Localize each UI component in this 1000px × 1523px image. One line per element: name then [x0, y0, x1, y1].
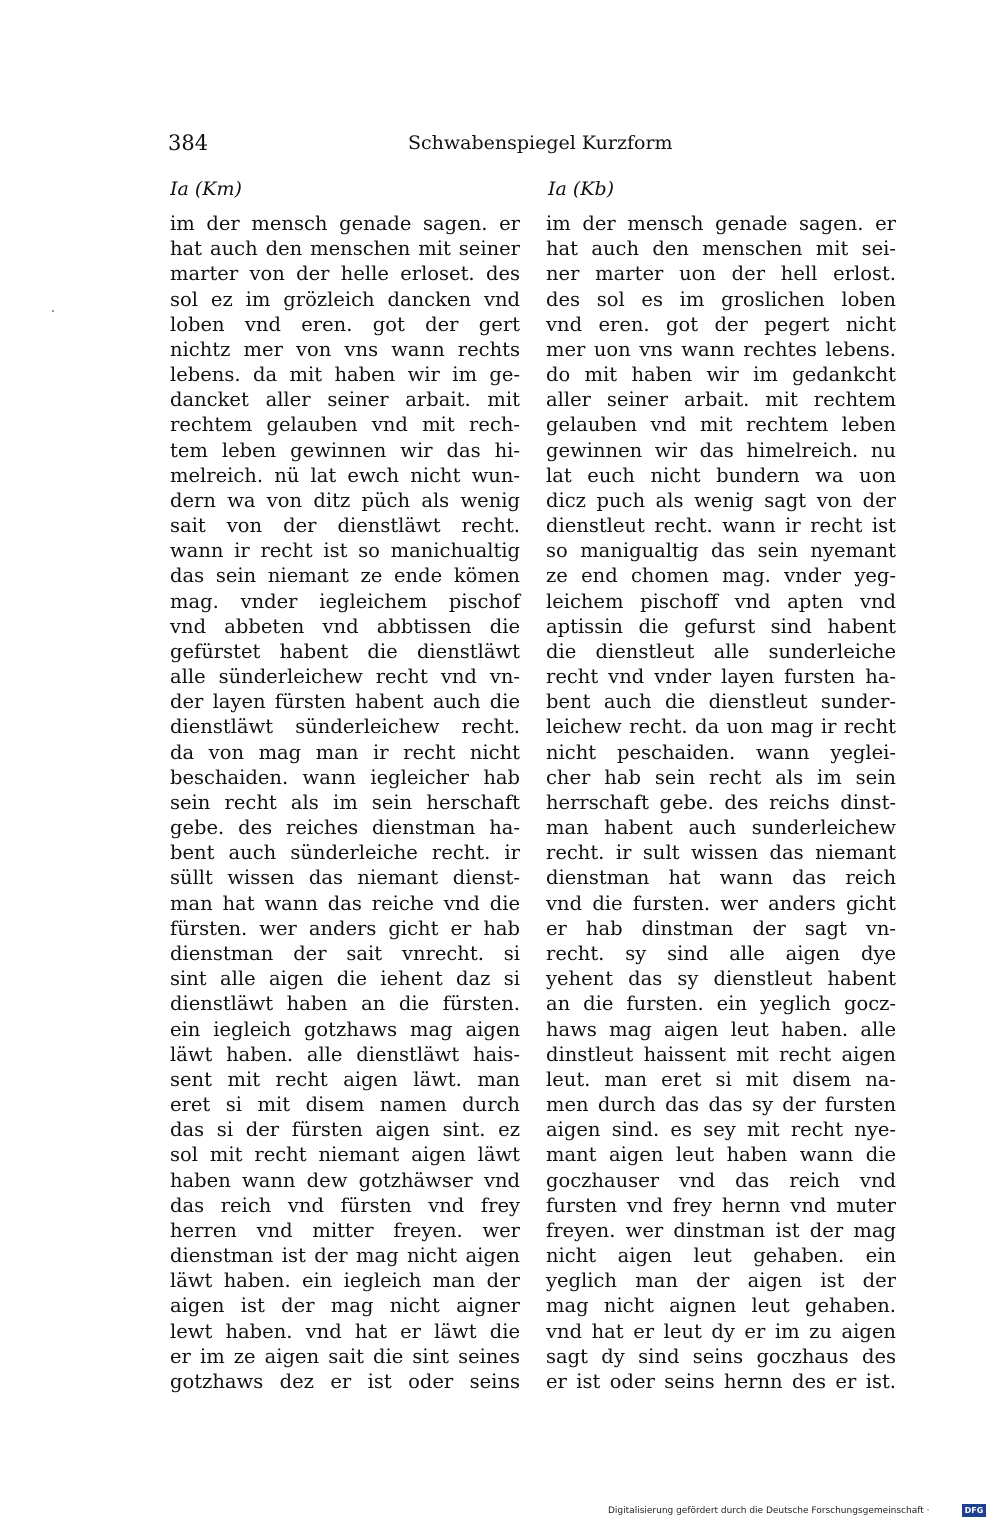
text-line: recht. sy sind alle aigen dye: [546, 941, 896, 965]
text-line: leut. man eret si mit disem na-: [546, 1067, 896, 1091]
text-line: gotzhaws dez er ist oder seins: [170, 1369, 520, 1393]
text-line: im der mensch genade sagen. er: [546, 212, 896, 235]
text-line: sol mit recht niemant aigen läwt: [170, 1143, 520, 1167]
text-line: rechtem gelauben vnd mit rech-: [170, 413, 520, 437]
text-line: dienstman ist der mag nicht aigen: [170, 1244, 520, 1268]
text-line: gefürstet habent die dienstläwt: [170, 639, 520, 663]
text-line: lewt haben. vnd hat er läwt die: [170, 1319, 520, 1343]
text-line: herren vnd mitter freyen. wer: [170, 1218, 520, 1242]
text-line: dienstman hat wann das reich: [546, 866, 896, 890]
right-column-text: [546, 211, 896, 1394]
text-line: goczhauser vnd das reich vnd: [546, 1168, 896, 1192]
text-line: dinstleut haissent mit recht aigen: [546, 1042, 896, 1066]
text-line: yehent das sy dienstleut habent: [546, 967, 896, 991]
text-line: man hat wann das reiche vnd die: [170, 891, 520, 915]
text-line: so manigualtig das sein nyemant: [546, 539, 896, 563]
text-line: wann ir recht ist so manichualtig: [170, 539, 520, 563]
text-line: sent mit recht aigen läwt. man: [170, 1067, 520, 1091]
text-line: vnd hat er leut dy er im zu aigen: [546, 1319, 896, 1343]
text-line: dienstläwt haben an die fürsten.: [170, 992, 520, 1016]
text-line: sol ez im grözleich dancken vnd: [170, 287, 520, 311]
text-line: nichtz mer von vns wann rechts: [170, 337, 520, 361]
text-line: aigen sind. es sey mit recht nye-: [546, 1118, 896, 1142]
text-line: aller seiner arbait. mit rechtem: [546, 388, 896, 412]
text-line: dienstleut recht. wann ir recht ist: [546, 514, 896, 538]
text-line: vnd eren. got der pegert nicht: [546, 312, 896, 336]
text-line: nicht aigen leut gehaben. ein: [546, 1244, 896, 1268]
text-line: leichem pischoff vnd apten vnd: [546, 589, 896, 613]
text-line: recht vnd vnder layen fursten ha-: [546, 665, 896, 689]
text-line: fürsten. wer anders gicht er hab: [170, 916, 520, 940]
text-line: die dienstleut alle sunderleiche: [546, 639, 896, 663]
running-head: Schwabenspiegel Kurzform: [408, 132, 673, 154]
text-line: läwt haben. ein iegleich man der: [170, 1269, 520, 1293]
text-line: er im ze aigen sait die sint seines: [170, 1344, 520, 1368]
text-line: haben wann dew gotzhäwser vnd: [170, 1168, 520, 1192]
text-line: dern wa von ditz püch als wenig: [170, 488, 520, 512]
text-line: man habent auch sunderleichew: [546, 816, 896, 840]
text-line: mant aigen leut haben wann die: [546, 1143, 896, 1167]
text-line: an die fursten. ein yeglich gocz-: [546, 992, 896, 1016]
text-line: mag nicht aignen leut gehaben.: [546, 1294, 896, 1318]
text-line: gelauben vnd mit rechtem leben: [546, 413, 896, 437]
text-line: gewinnen wir das himelreich. nu: [546, 438, 896, 462]
text-line: fursten vnd frey hernn vnd muter: [546, 1193, 896, 1217]
text-line: mer uon vns wann rechtes lebens.: [546, 337, 896, 361]
text-line: sait von der dienstläwt recht.: [170, 514, 520, 538]
text-line: eret si mit disem namen durch: [170, 1093, 520, 1117]
text-line: melreich. nü lat ewch nicht wun-: [170, 463, 520, 487]
text-line: tem leben gewinnen wir das hi-: [170, 438, 520, 462]
text-line: nicht peschaiden. wann yeglei-: [546, 740, 896, 764]
text-line: marter von der helle erloset. des: [170, 262, 520, 286]
text-line: recht. ir sult wissen das niemant: [546, 841, 896, 865]
text-line: aigen ist der mag nicht aigner: [170, 1294, 520, 1318]
text-line: das reich vnd fürsten vnd frey: [170, 1193, 520, 1217]
text-line: bent auch die dienstleut sunder-: [546, 690, 896, 714]
text-line: bent auch sünderleiche recht. ir: [170, 841, 520, 865]
text-line: hat auch den menschen mit seiner: [170, 237, 520, 261]
text-line: er ist oder seins hernn des er ist.: [546, 1369, 896, 1393]
text-line: sint alle aigen die iehent daz si: [170, 967, 520, 991]
text-line: mag. vnder iegleichem pischof: [170, 589, 520, 613]
text-line: yeglich man der aigen ist der: [546, 1269, 896, 1293]
dfg-logo: DFG: [962, 1504, 986, 1517]
text-line: sein recht als im sein herschaft: [170, 790, 520, 814]
text-line: sagt dy sind seins goczhaus des: [546, 1344, 896, 1368]
text-line: lebens. da mit haben wir im ge-: [170, 363, 520, 387]
text-line: leichew recht. da uon mag ir recht: [546, 715, 896, 739]
text-line: do mit haben wir im gedankcht: [546, 363, 896, 387]
text-line: dienstläwt sünderleichew recht.: [170, 715, 520, 739]
text-line: vnd die fursten. wer anders gicht: [546, 891, 896, 915]
text-line: das sein niemant ze ende kömen: [170, 564, 520, 588]
text-line: men durch das das sy der fursten: [546, 1093, 896, 1117]
text-line: ner marter uon der hell erlost.: [546, 262, 896, 286]
text-line: im der mensch genade sagen. er: [170, 212, 520, 235]
text-line: ze end chomen mag. vnder yeg-: [546, 564, 896, 588]
text-line: freyen. wer dinstman ist der mag: [546, 1218, 896, 1242]
text-line: dicz puch als wenig sagt von der: [546, 488, 896, 512]
text-line: dancket aller seiner arbait. mit: [170, 388, 520, 412]
left-column-text: [170, 211, 520, 1394]
text-line: hat auch den menschen mit sei-: [546, 237, 896, 261]
text-line: süllt wissen das niemant dienst-: [170, 866, 520, 890]
left-column-heading: Ia (Km): [170, 178, 242, 200]
text-line: haws mag aigen leut haben. alle: [546, 1017, 896, 1041]
text-line: dienstman der sait vnrecht. si: [170, 941, 520, 965]
page-number: 384: [168, 131, 209, 155]
text-line: des sol es im groslichen loben: [546, 287, 896, 311]
text-line: lat euch nicht bundern wa uon: [546, 463, 896, 487]
right-column-heading: Ia (Kb): [548, 178, 615, 200]
text-line: er hab dinstman der sagt vn-: [546, 916, 896, 940]
footer-credit: Digitalisierung gefördert durch die Deutsche Forschungsgemeinschaft ·: [608, 1506, 930, 1516]
text-line: beschaiden. wann iegleicher hab: [170, 765, 520, 789]
text-line: loben vnd eren. got der gert: [170, 312, 520, 336]
scan-speck: [52, 310, 54, 312]
text-line: da von mag man ir recht nicht: [170, 740, 520, 764]
text-line: gebe. des reiches dienstman ha-: [170, 816, 520, 840]
text-line: läwt haben. alle dienstläwt hais-: [170, 1042, 520, 1066]
text-line: der layen fürsten habent auch die: [170, 690, 520, 714]
text-line: cher hab sein recht als im sein: [546, 765, 896, 789]
text-line: vnd abbeten vnd abbtissen die: [170, 614, 520, 638]
text-line: das si der fürsten aigen sint. ez: [170, 1118, 520, 1142]
text-line: aptissin die gefurst sind habent: [546, 614, 896, 638]
text-line: herrschaft gebe. des reichs dinst-: [546, 790, 896, 814]
text-line: ein iegleich gotzhaws mag aigen: [170, 1017, 520, 1041]
text-line: alle sünderleichew recht vnd vn-: [170, 665, 520, 689]
